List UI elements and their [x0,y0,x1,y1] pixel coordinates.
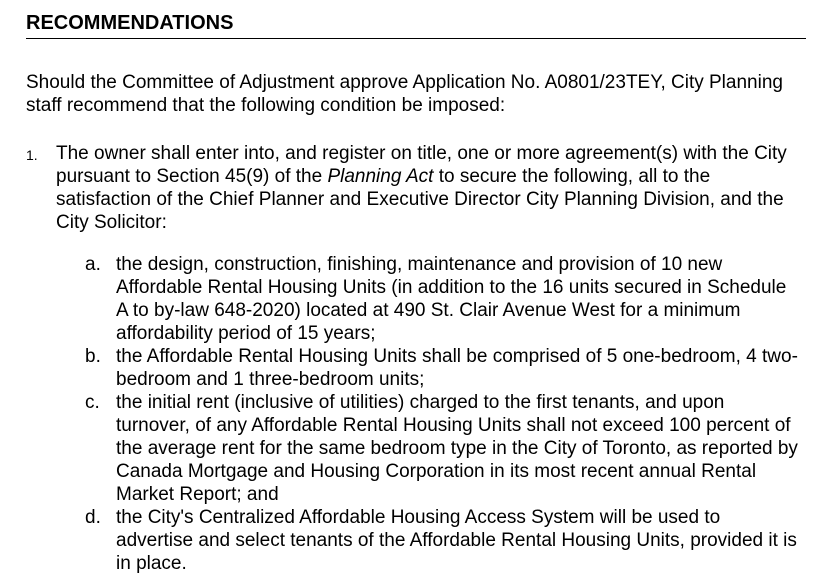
sub-item-marker: a. [85,254,101,275]
sub-item-b [85,345,800,391]
sub-item-text: the Affordable Rental Housing Units shall be comprised of 5 one-bedroom, 4 two-bedroom and 1 three-bedroom units; [116,346,798,390]
condition-paragraph [56,142,801,234]
sub-item-d [85,506,800,575]
sub-item-text: the City's Centralized Affordable Housing Access System will be used to advertise and select tenants of the Affordable Rental Housing Units, provided it is in place. [116,507,797,574]
sub-item-marker: b. [85,346,101,367]
condition-text-end: to secure the following, all to the satisfaction of the Chief Planner and Executive Director City Planning Division, and the City Solicitor: [56,166,784,233]
sub-item-text: the initial rent (inclusive of utilities) charged to the first tenants, and upon turnover, of any Affordable Rental Housing Units shall not exceed 100 percent of the average rent for the same bedroom type in the City of Toronto, as reported by Canada Mortgage and Housing Corporation in its most recent annual Rental Market Report; and [116,392,798,505]
sub-item-marker: c. [85,392,100,413]
intro-paragraph: Should the Committee of Adjustment approve Application No. A0801/23TEY, City Planning staff recommend that the following condition be imposed: [26,72,783,116]
sub-item-a [85,253,800,345]
list-item-number: 1. [26,147,38,163]
condition-text-start: The owner shall enter into, and register on title, one or more agreement(s) with the City pursuant to Section 45(9) of the [56,143,787,187]
sub-item-c [85,391,800,506]
sub-item-text: the design, construction, finishing, maintenance and provision of 10 new Affordable Rental Housing Units (in addition to the 16 units secured in Schedule A to by-law 648-2020) located at 490 St. Clair Avenue West for a minimum affordability period of 15 years; [116,254,787,344]
sub-item-marker: d. [85,507,101,528]
section-heading: RECOMMENDATIONS [26,8,806,39]
planning-act-reference: Planning Act [327,166,434,187]
